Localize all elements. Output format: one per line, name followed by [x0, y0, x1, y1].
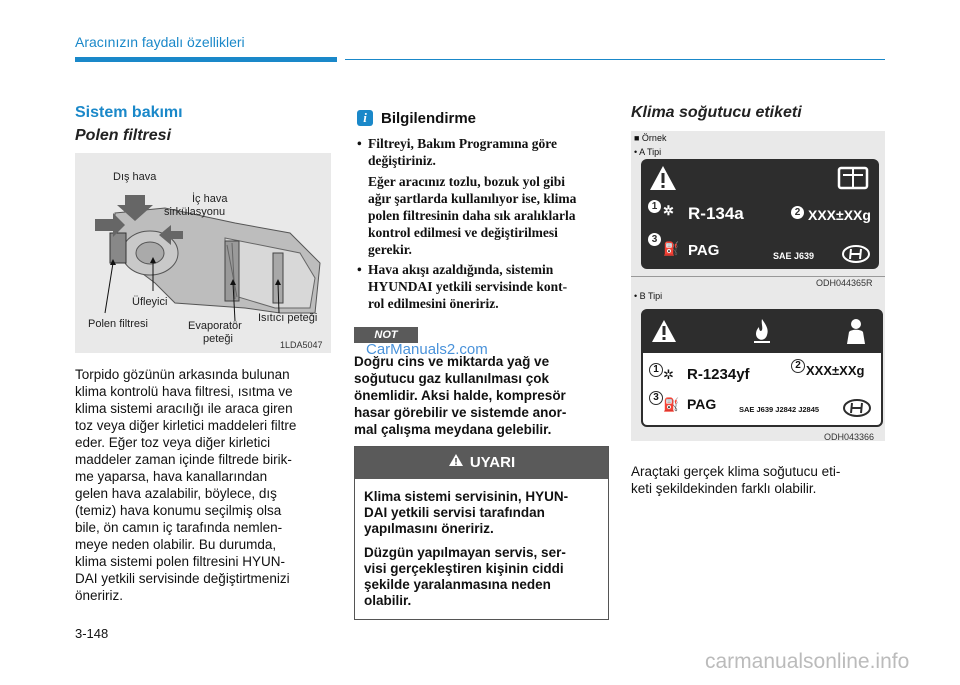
refrigerant-type-b: R-1234yf [687, 366, 750, 383]
technician-icon [843, 317, 869, 345]
label-evaporator-1: Evaporatör [188, 320, 242, 332]
type-a-label: • A Tipi [634, 147, 662, 157]
refrigerant-amount-a: XXX±XXg [808, 207, 871, 223]
callout-3: 3 [649, 391, 663, 405]
note-line: Doğru cins ve miktarda yağ ve [354, 354, 550, 369]
warning-triangle-icon [649, 165, 677, 191]
warning-title: UYARI [469, 454, 516, 471]
header-accent-bar [75, 57, 337, 62]
body-line: bile, ön camın iç tarafında nemlen- [75, 520, 283, 535]
callout-2: 2 [791, 359, 805, 373]
warning-body [355, 479, 608, 609]
label-card-b [641, 309, 883, 427]
oil-can-icon: ⛽ [663, 397, 680, 412]
info-line: ağır şartlarda kullanılıyor ise, klima [368, 191, 577, 206]
note-line: önemlidir. Aksi halde, kompresör [354, 388, 566, 403]
label-pollen-filter: Polen filtresi [88, 318, 148, 330]
body-line: klima kontrolü hava filtresi, ısıtma ve [75, 384, 293, 399]
label-evaporator-2: peteği [203, 333, 233, 345]
standard-b: SAE J639 J2842 J2845 [739, 405, 820, 414]
flammable-icon [751, 317, 773, 345]
warning-triangle-icon [448, 447, 464, 479]
warning-header [355, 447, 608, 479]
note-tag: NOT [354, 327, 418, 343]
note-line: mal çalışma meydana gelebilir. [354, 422, 552, 437]
label-heater-core: Isıtıcı peteği [258, 312, 318, 324]
oil-type-b: PAG [687, 396, 717, 412]
body-line: DAI yetkili servisinde değiştirtmenizi [75, 571, 290, 586]
body-line: toz veya diğer kirletici maddeleri filtre [75, 418, 297, 433]
refrigerant-type-a: R-134a [688, 204, 744, 223]
hyundai-logo-icon [842, 245, 870, 263]
info-line: rol edilmesini öneririz. [368, 296, 499, 311]
callout-1: 1 [648, 200, 661, 213]
body-line: eder. Eğer toz veya diğer kirletici [75, 435, 271, 450]
figure-code-a: ODH044365R [816, 278, 873, 288]
info-line: gerekir. [368, 242, 412, 257]
warning-line: Klima sistemi servisinin, HYUN- [364, 489, 569, 504]
note-line: soğutucu gaz kullanılması çok [354, 371, 550, 386]
pollen-filter-body [75, 366, 331, 604]
body-line: meye neden olabilir. Bu durumda, [75, 537, 277, 552]
warning-line: DAI yetkili servisi tarafından [364, 505, 545, 520]
info-icon: i [357, 110, 373, 126]
service-manual-icon [837, 165, 869, 191]
info-line: Filtreyi, Bakım Programına göre [368, 136, 557, 151]
section-title: Sistem bakımı [75, 104, 183, 121]
label-recirc-1: İç hava [192, 193, 228, 205]
info-line: değiştiriniz. [368, 153, 436, 168]
body-line: me yaparsa, hava kanallarından [75, 469, 268, 484]
snowflake-icon: ✲ [663, 367, 674, 382]
body-line: klima sistemi polen filtresini HYUN- [75, 554, 286, 569]
page-number: 3-148 [75, 626, 109, 641]
body-line: öneririz. [75, 588, 124, 603]
body-line: Torpido gözünün arkasında bulunan [75, 367, 290, 382]
warning-line: yapılmasını öneririz. [364, 521, 494, 536]
body-line: klima sistemi aracılığı ile araca giren [75, 401, 293, 416]
label-blower: Üfleyici [132, 296, 168, 308]
standard-a: SAE J639 [773, 251, 815, 261]
type-b-label: • B Tipi [634, 291, 663, 301]
warning-triangle-icon [651, 319, 677, 343]
warning-line: visi gerçekleştiren kişinin ciddi [364, 561, 564, 576]
label-card-a [641, 159, 879, 269]
warning-line: olabilir. [364, 593, 412, 608]
hyundai-logo-icon [843, 399, 871, 417]
example-label: ■ Örnek [634, 133, 667, 143]
info-line: Eğer aracınız tozlu, bozuk yol gibi [368, 174, 566, 189]
site-watermark: carmanualsonline.info [705, 650, 910, 673]
info-line: HYUNDAI yetkili servisinde kont- [368, 279, 568, 294]
info-line: Hava akışı azaldığında, sistemin [368, 262, 554, 277]
oil-type-a: PAG [688, 242, 720, 259]
running-header: Aracınızın faydalı özellikleri [75, 34, 245, 50]
oil-can-icon: ⛽ [663, 241, 680, 256]
refrigerant-label-title: Klima soğutucu etiketi [631, 104, 802, 121]
body-line: maddeler zaman içinde filtrede birik- [75, 452, 292, 467]
pollen-filter-figure [75, 153, 331, 353]
body-line: Araçtaki gerçek klima soğutucu eti- [631, 464, 841, 479]
snowflake-icon: ✲ [663, 203, 674, 218]
figure-code-b: ODH043366 [824, 432, 875, 442]
info-line: kontrol edilmesi ve değiştirilmesi [368, 225, 558, 240]
body-line: keti şekildekinden farklı olabilir. [631, 481, 817, 496]
info-bullet-2: • Hava akışı azaldığında, sistemin HYUNDAI yetkili servisinde kont- rol edilmesini öneririz. [357, 261, 607, 312]
label-recirc-2: sirkülasyonu [164, 206, 226, 218]
callout-1: 1 [649, 363, 663, 377]
header-rule [345, 59, 885, 60]
callout-2: 2 [791, 206, 804, 219]
refrigerant-amount-b: XXX±XXg [806, 363, 865, 378]
note-body [354, 353, 606, 438]
body-line: (temiz) hava konumu seçilmiş olsa [75, 503, 282, 518]
watermark: CarManuals2.com [366, 341, 488, 358]
figure-code: 1LDA5047 [280, 340, 323, 350]
note-line: hasar görebilir ve sistemde anor- [354, 405, 567, 420]
divider [631, 276, 885, 277]
info-title: Bilgilendirme [381, 110, 477, 127]
callout-3: 3 [648, 233, 661, 246]
label-outside-air: Dış hava [113, 171, 157, 183]
body-line: gelen hava azalabilir, böylece, dış [75, 486, 277, 501]
warning-line: şekilde yaralanmasına neden [364, 577, 551, 592]
warning-line: Düzgün yapılmayan servis, ser- [364, 545, 566, 560]
info-bullet-1: • Filtreyi, Bakım Programına göre değiştiriniz. Eğer aracınız tozlu, bozuk yol gibi ağır şartlarda kullanılıyor ise, klima polen filtresinin daha sık aralıklarla kontrol edilmesi ve değiştirilmesi gerekir. [357, 135, 607, 258]
refrigerant-label-body [631, 463, 885, 497]
subsection-title: Polen filtresi [75, 127, 172, 144]
warning-box [354, 446, 609, 620]
refrigerant-label-figure [631, 131, 885, 441]
info-line: polen filtresinin daha sık aralıklarla [368, 208, 576, 223]
